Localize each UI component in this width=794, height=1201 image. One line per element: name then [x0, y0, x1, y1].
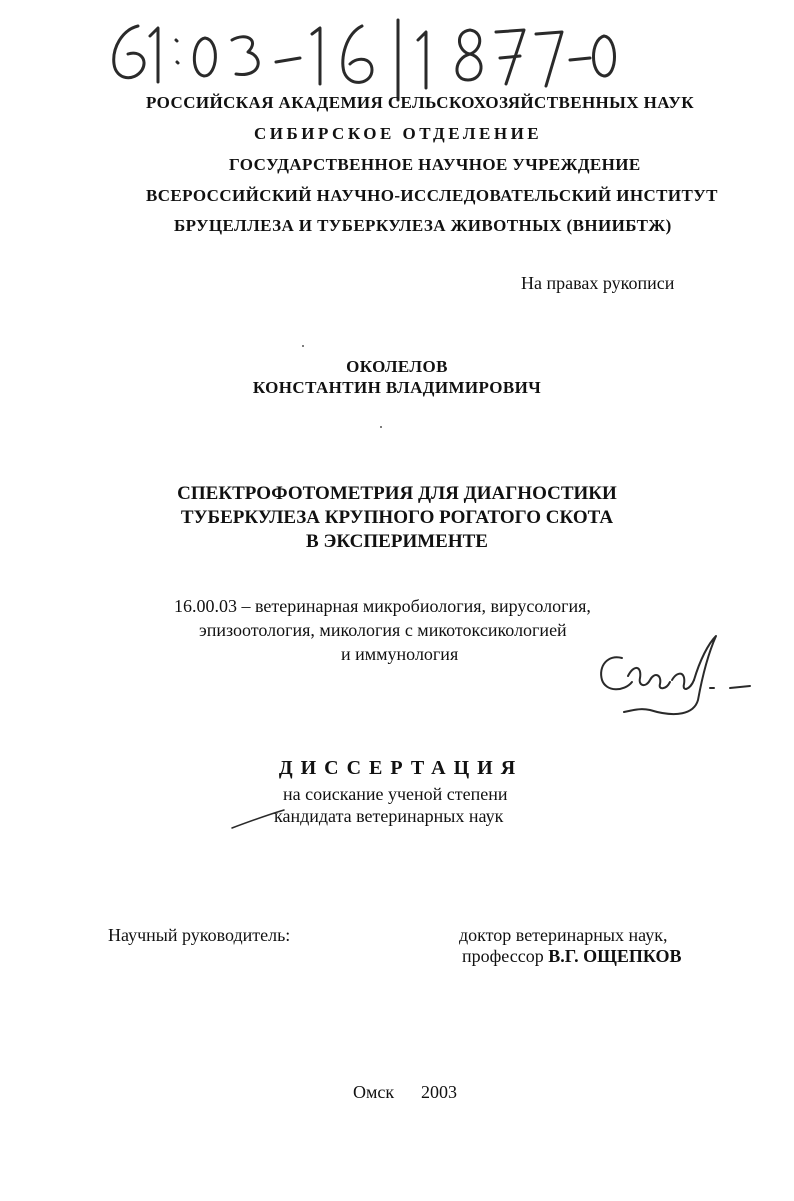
- footer-year: 2003: [421, 1082, 457, 1102]
- dissertation-title-line-2: ТУБЕРКУЛЕЗА КРУПНОГО РОГАТОГО СКОТА: [180, 507, 614, 528]
- manuscript-rights-note: На правах рукописи: [521, 273, 675, 293]
- dissertation-heading: ДИССЕРТАЦИЯ: [278, 757, 524, 779]
- degree-purpose: на соискание ученой степени: [283, 784, 508, 804]
- supervisor-label: Научный руководитель:: [108, 925, 291, 945]
- author-given-names: КОНСТАНТИН ВЛАДИМИРОВИЧ: [252, 378, 542, 397]
- institute-name-continued: БРУЦЕЛЛЕЗА И ТУБЕРКУЛЕЗА ЖИВОТНЫХ (ВНИИБТЖ): [174, 216, 672, 235]
- specialty-line-2: эпизоотология, микология с микотоксикологией: [199, 620, 567, 640]
- branch-name: СИБИРСКОЕ ОТДЕЛЕНИЕ: [254, 124, 543, 143]
- dissertation-title-line-3: В ЭКСПЕРИМЕНТЕ: [306, 531, 488, 552]
- dissertation-title-line-1: СПЕКТРОФОТОМЕТРИЯ ДЛЯ ДИАГНОСТИКИ: [177, 483, 617, 504]
- academy-name: РОССИЙСКАЯ АКАДЕМИЯ СЕЛЬСКОХОЗЯЙСТВЕННЫХ НАУК: [146, 93, 695, 112]
- footer-city: Омск: [353, 1082, 395, 1102]
- author-surname: ОКОЛЕЛОВ: [346, 357, 448, 376]
- supervisor-rank: профессор: [462, 946, 544, 966]
- supervisor-degree: доктор ветеринарных наук,: [459, 925, 668, 945]
- specialty-code-line-1: 16.00.03 – ветеринарная микробиология, вирусология,: [174, 596, 591, 616]
- degree-name: кандидата ветеринарных наук: [274, 806, 504, 826]
- institute-name: ВСЕРОССИЙСКИЙ НАУЧНО-ИССЛЕДОВАТЕЛЬСКИЙ ИНСТИТУТ: [146, 186, 718, 205]
- specialty-line-3: и иммунология: [341, 644, 459, 664]
- institution-type: ГОСУДАРСТВЕННОЕ НАУЧНОЕ УЧРЕЖДЕНИЕ: [229, 155, 641, 174]
- supervisor-name: В.Г. ОЩЕПКОВ: [548, 946, 682, 966]
